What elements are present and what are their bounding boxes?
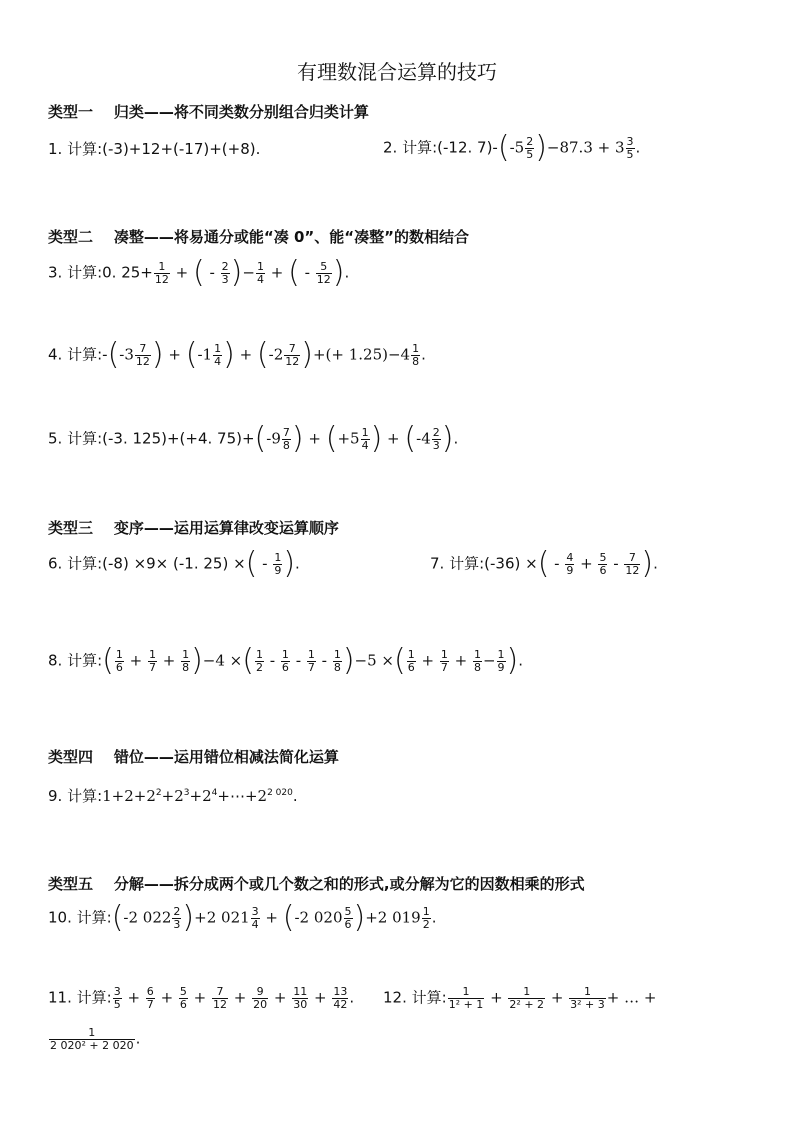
fraction xyxy=(148,649,157,673)
denominator: 9 xyxy=(497,660,505,674)
section-label: 类型一 xyxy=(48,103,94,121)
expr-part: -5 xyxy=(509,138,525,157)
expr-part: +2 021 xyxy=(194,908,250,927)
problem-4: 4. 计算:-(-3 $\frac{7}{12}$ ) + (-1 $\frac{1}{4}$ ) + (-2 $\frac{7}{12}$ )+(+ 1.25)−4 $\frac{1}{8}$ . xyxy=(48,337,426,372)
numerator: 1 xyxy=(333,647,341,661)
fraction xyxy=(525,136,534,160)
denominator: 7 xyxy=(148,660,156,674)
expr-part: (-36) × xyxy=(484,554,538,573)
fraction xyxy=(624,552,640,576)
expr-part: −5 × xyxy=(354,651,394,670)
expr-part: + … + xyxy=(606,988,657,1007)
denominator: 1² + 1 xyxy=(448,997,484,1011)
fraction xyxy=(212,986,228,1010)
numerator: 1 xyxy=(361,425,369,439)
expr-part: +5 xyxy=(337,429,360,448)
denominator: 6 xyxy=(281,660,289,674)
numerator: 3 xyxy=(113,985,121,998)
denominator: 6 xyxy=(599,563,607,577)
numerator: 6 xyxy=(146,985,154,998)
expr-part: −4 × xyxy=(202,651,243,670)
numerator: 2 xyxy=(221,259,229,273)
denominator: 42 xyxy=(333,997,348,1011)
numerator: 5 xyxy=(344,904,352,918)
denominator: 2 xyxy=(422,917,430,931)
right-paren: ) xyxy=(301,337,313,372)
denominator: 6 xyxy=(344,917,352,931)
expr-part: -2 022 xyxy=(123,908,172,927)
denominator: 7 xyxy=(307,660,315,674)
problem-label: 4. 计算: xyxy=(48,345,103,364)
left-paren: ( xyxy=(107,337,120,372)
numerator: 9 xyxy=(252,986,268,999)
problem-label: 10. 计算: xyxy=(48,908,112,927)
fraction xyxy=(344,906,353,930)
fraction xyxy=(172,906,181,930)
problem-6: 6. 计算:(-8) ×9× (-1. 25) ×( - $\frac{1}{9}$ ). xyxy=(48,546,300,581)
expr-part: 0. 25+ xyxy=(102,263,153,282)
problem-label: 8. 计算: xyxy=(48,651,103,670)
denominator: 8 xyxy=(282,438,290,452)
left-bracket: ( xyxy=(394,643,406,678)
fraction xyxy=(213,343,222,367)
right-paren: ) xyxy=(151,337,164,372)
exponent: 4 xyxy=(211,788,218,798)
numerator: 2 xyxy=(173,904,181,918)
problem-5: 5. 计算:(-3. 125)+(+4. 75)+(-9 $\frac{7}{8}$ ) + (+5 $\frac{1}{4}$ ) + (-4 $\frac{2}{3}$ ). xyxy=(48,421,459,456)
fraction xyxy=(333,649,342,673)
fraction xyxy=(282,427,291,451)
problem-expr: (-3)+12+(-17)+(+8). xyxy=(102,140,261,158)
denominator: 7 xyxy=(440,660,448,674)
fraction xyxy=(154,261,170,285)
problem-12-continued: $\frac{1}{\text{2 020² + 2 020}}$ . xyxy=(50,1026,141,1052)
numerator: 4 xyxy=(566,550,574,564)
expr-part: (-8) ×9× (-1. 25) × xyxy=(102,554,246,573)
denominator: 5 xyxy=(526,147,534,161)
right-paren: ) xyxy=(441,421,454,456)
denominator: 4 xyxy=(256,272,264,286)
expr-part: 1 xyxy=(202,345,213,364)
denominator: 8 xyxy=(333,660,341,674)
denominator: 4 xyxy=(361,438,369,452)
right-paren: ) xyxy=(353,900,366,935)
left-paren: ( xyxy=(497,130,510,165)
section-1-heading xyxy=(48,101,369,122)
fraction xyxy=(146,986,155,1010)
fraction xyxy=(292,986,308,1010)
problem-label: 6. 计算: xyxy=(48,554,103,573)
fraction xyxy=(473,649,482,673)
denominator: 7 xyxy=(146,997,154,1011)
denominator: 12 xyxy=(316,272,331,286)
numerator: 1 xyxy=(407,647,415,661)
left-paren: ( xyxy=(325,421,338,456)
page-title: 有理数混合运算的技巧 xyxy=(297,60,497,84)
left-paren: ( xyxy=(193,255,205,290)
section-5-heading xyxy=(48,873,585,894)
fraction xyxy=(432,427,441,451)
denominator: 8 xyxy=(473,660,481,674)
expr-part: +2 xyxy=(161,787,184,805)
fraction xyxy=(255,649,264,673)
denominator: 8 xyxy=(412,354,420,368)
fraction xyxy=(252,986,268,1010)
expr-part: 2 xyxy=(273,345,284,364)
problem-label: 2. 计算: xyxy=(383,138,438,157)
fraction xyxy=(569,986,606,1010)
expr-part: (-3. 125)+(+4. 75)+ xyxy=(102,429,255,448)
fraction xyxy=(281,649,290,673)
numerator: 1 xyxy=(508,986,545,999)
denominator: 3 xyxy=(173,917,181,931)
expr-part: +2 019 xyxy=(365,908,421,927)
numerator: 2 xyxy=(526,134,534,148)
fraction xyxy=(273,552,282,576)
fraction xyxy=(181,649,190,673)
expr-part: +(+ 1.25)−4 xyxy=(312,345,411,364)
section-desc: 凑整——将易通分或能“凑 0”、能“凑整”的数相结合 xyxy=(113,228,470,246)
denominator: 5 xyxy=(113,997,121,1011)
expr-part: . xyxy=(292,787,298,805)
fraction xyxy=(361,427,370,451)
denominator: 6 xyxy=(407,660,415,674)
expr-part: -2 020 xyxy=(294,908,343,927)
expr-part: 4 xyxy=(421,429,431,448)
numerator: 1 xyxy=(49,1027,135,1040)
section-label: 类型三 xyxy=(48,519,94,537)
fraction xyxy=(626,136,635,160)
problem-label: 12. 计算: xyxy=(383,988,447,1007)
numerator: 3 xyxy=(626,134,634,148)
left-paren: ( xyxy=(242,643,254,678)
fraction xyxy=(422,906,431,930)
right-paren: ) xyxy=(641,546,654,581)
left-paren: ( xyxy=(256,337,269,372)
left-paren: ( xyxy=(288,255,300,290)
problem-9 xyxy=(48,789,298,804)
left-paren: ( xyxy=(254,421,267,456)
right-paren: ) xyxy=(191,643,203,678)
numerator: 1 xyxy=(497,647,505,661)
expr-part: (-12. 7)- xyxy=(437,138,498,157)
expr-part: 9 xyxy=(271,429,281,448)
numerator: 1 xyxy=(281,647,289,661)
section-desc: 分解——拆分成两个或几个数之和的形式,或分解为它的因数相乘的形式 xyxy=(113,875,585,893)
numerator: 7 xyxy=(624,552,640,565)
left-paren: ( xyxy=(282,900,295,935)
fraction xyxy=(448,986,485,1010)
numerator: 1 xyxy=(255,647,263,661)
expr-part: 1+2+2 xyxy=(102,787,156,805)
denominator: 2 020² + 2 020 xyxy=(50,1038,134,1052)
problem-3: 3. 计算:0. 25+ $\frac{1}{12}$ + ( - $\frac{2}{3}$ )− $\frac{1}{4}$ + ( - $\frac{5}{12}$ ). xyxy=(48,255,350,290)
denominator: 9 xyxy=(566,563,574,577)
numerator: 1 xyxy=(412,341,420,355)
numerator: 7 xyxy=(212,986,228,999)
numerator: 1 xyxy=(154,261,170,274)
denominator: 3 xyxy=(432,438,440,452)
fraction xyxy=(251,906,260,930)
problem-2 xyxy=(383,130,641,165)
expr-part: . xyxy=(635,138,641,157)
denominator: 6 xyxy=(179,997,187,1011)
exponent: 2 020 xyxy=(267,788,293,798)
numerator: 7 xyxy=(284,343,300,356)
denominator: 4 xyxy=(214,354,222,368)
numerator: 1 xyxy=(422,904,430,918)
denominator: 12 xyxy=(135,354,150,368)
left-paren: ( xyxy=(404,421,417,456)
left-paren: ( xyxy=(537,546,550,581)
numerator: 1 xyxy=(448,986,485,999)
problem-label: 5. 计算: xyxy=(48,429,103,448)
fraction xyxy=(508,986,545,1010)
problem-8: 8. 计算:( $\frac{1}{6}$ + $\frac{1}{7}$ + $\frac{1}{8}$ )−4 ×( $\frac{1}{2}$ - $\frac{1}{6}$ - $\frac{1}{7}$ - $\frac{1}{8}$ )−5 ×( $\frac{1}{6}$ + $\frac{1}{7}$ + $\frac{1}{8}$ − $\frac{1}{9}$ ). xyxy=(48,643,524,678)
right-paren: ) xyxy=(223,337,235,372)
problem-10: 10. 计算:(-2 022 $\frac{2}{3}$ )+2 021 $\frac{3}{4}$ + (-2 020 $\frac{5}{6}$ )+2 019 $\frac{1}{2}$ . xyxy=(48,900,437,935)
problem-label: 11. 计算: xyxy=(48,988,112,1007)
right-paren: ) xyxy=(230,255,243,290)
fraction xyxy=(316,261,332,285)
numerator: 5 xyxy=(316,261,332,274)
numerator: 1 xyxy=(182,647,190,661)
right-paren: ) xyxy=(332,255,345,290)
fraction xyxy=(332,986,348,1010)
numerator: 5 xyxy=(179,985,187,998)
problem-11: 11. 计算: $\frac{3}{5}$ + $\frac{6}{7}$ + $\frac{5}{6}$ + $\frac{7}{12}$ + $\frac{9}{20}$ + $\frac{11}{30}$ + $\frac{13}{42}$ . xyxy=(48,985,355,1011)
exponent: 3 xyxy=(183,788,190,798)
section-3-heading xyxy=(48,517,339,538)
right-paren: ) xyxy=(342,643,355,678)
section-label: 类型五 xyxy=(48,875,94,893)
numerator: 1 xyxy=(473,647,481,661)
fraction xyxy=(135,343,151,367)
left-paren: ( xyxy=(185,337,198,372)
fraction xyxy=(411,343,420,367)
denominator: 20 xyxy=(253,997,268,1011)
denominator: 3 xyxy=(221,272,229,286)
section-label: 类型二 xyxy=(48,228,94,246)
numerator: 1 xyxy=(569,986,606,999)
numerator: 7 xyxy=(135,343,151,356)
problem-label: 7. 计算: xyxy=(430,554,485,573)
numerator: 1 xyxy=(274,550,282,564)
fraction xyxy=(221,261,230,285)
numerator: 1 xyxy=(440,647,448,661)
problem-7: 7. 计算:(-36) ×( - $\frac{4}{9}$ + $\frac{5}{6}$ - $\frac{7}{12}$ ). xyxy=(430,546,658,581)
fraction xyxy=(497,649,506,673)
expr-part: 3 xyxy=(124,345,134,364)
denominator: 12 xyxy=(285,354,300,368)
problem-1 xyxy=(48,142,260,157)
fraction xyxy=(179,986,188,1010)
numerator: 1 xyxy=(214,341,222,355)
section-desc: 错位——运用错位相减法简化运算 xyxy=(113,748,339,766)
expr-part: +2 xyxy=(189,787,212,805)
denominator: 12 xyxy=(625,563,640,577)
fraction xyxy=(307,649,316,673)
denominator: 6 xyxy=(115,660,123,674)
numerator: 3 xyxy=(251,904,259,918)
denominator: 5 xyxy=(626,147,634,161)
left-paren: ( xyxy=(111,900,124,935)
fraction xyxy=(598,552,607,576)
problem-label: 1. 计算: xyxy=(48,140,103,158)
section-desc: 归类——将不同类数分别组合归类计算 xyxy=(113,103,369,121)
fraction xyxy=(49,1027,135,1051)
right-paren: ) xyxy=(370,421,383,456)
problem-label: 3. 计算: xyxy=(48,263,103,282)
denominator: 30 xyxy=(293,997,308,1011)
right-paren: ) xyxy=(182,900,195,935)
right-paren: ) xyxy=(283,546,296,581)
fraction xyxy=(284,343,300,367)
denominator: 8 xyxy=(182,660,190,674)
exponent: 2 xyxy=(155,788,162,798)
fraction xyxy=(407,649,416,673)
left-paren: ( xyxy=(245,546,258,581)
problem-12: 12. 计算: $\frac{1}{\text{1² + 1}}$ + $\frac{1}{\text{2² + 2}}$ + $\frac{1}{\text{3² + 3}}$ + … + xyxy=(383,985,657,1011)
right-bracket: ) xyxy=(506,643,519,678)
denominator: 4 xyxy=(251,917,259,931)
fraction xyxy=(113,986,122,1010)
left-paren: ( xyxy=(102,643,114,678)
numerator: 7 xyxy=(282,425,290,439)
expr-part: +⋯+2 xyxy=(217,787,268,805)
numerator: 11 xyxy=(293,985,308,998)
denominator: 3² + 3 xyxy=(570,997,605,1011)
denominator: 12 xyxy=(154,272,169,286)
fraction xyxy=(440,649,449,673)
right-paren: ) xyxy=(535,130,547,165)
fraction xyxy=(256,261,265,285)
fraction xyxy=(565,552,574,576)
numerator: 1 xyxy=(307,647,315,661)
problem-label: 9. 计算: xyxy=(48,787,103,805)
denominator: 9 xyxy=(274,563,282,577)
right-paren: ) xyxy=(291,421,304,456)
section-label: 类型四 xyxy=(48,748,94,766)
numerator: 1 xyxy=(148,647,156,661)
denominator: 12 xyxy=(213,997,228,1011)
numerator: 1 xyxy=(115,647,123,661)
numerator: 2 xyxy=(432,425,440,439)
numerator: 1 xyxy=(256,259,264,273)
section-2-heading xyxy=(48,226,469,247)
numerator: 13 xyxy=(333,985,348,998)
denominator: 2² + 2 xyxy=(509,997,545,1011)
section-4-heading xyxy=(48,746,339,767)
section-desc: 变序——运用运算律改变运算顺序 xyxy=(113,519,339,537)
fraction xyxy=(115,649,124,673)
denominator: 2 xyxy=(255,660,263,674)
numerator: 5 xyxy=(599,550,607,564)
expr-part: −87.3 + 3 xyxy=(546,138,625,157)
